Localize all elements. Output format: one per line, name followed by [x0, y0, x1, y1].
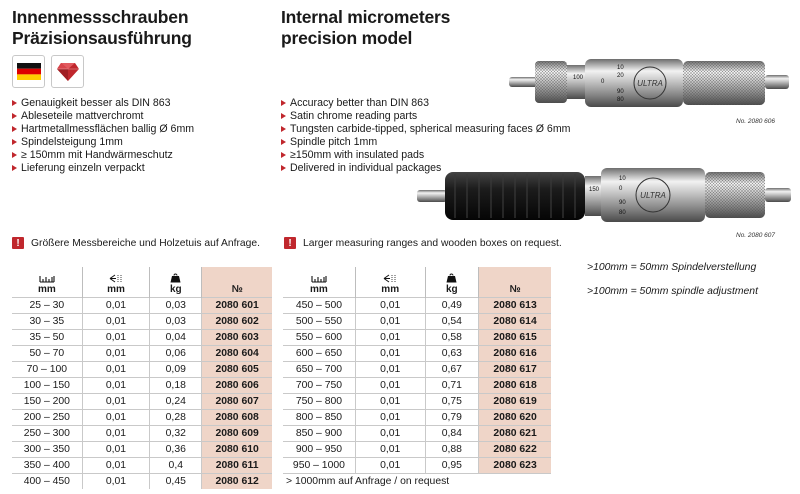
cell-number: 2080 609 — [202, 425, 272, 441]
ruler-icon — [39, 274, 55, 283]
cell-weight: 0,49 — [425, 297, 479, 313]
cell-range: 450 – 500 — [283, 297, 355, 313]
cell-weight: 0,28 — [150, 409, 202, 425]
cell-resolution: 0,01 — [355, 409, 425, 425]
cell-number: 2080 623 — [479, 457, 551, 473]
cell-range: 35 – 50 — [12, 329, 82, 345]
cell-weight: 0,18 — [150, 377, 202, 393]
cell-number: 2080 601 — [202, 297, 272, 313]
table-row — [283, 297, 551, 313]
cell-number: 2080 617 — [479, 361, 551, 377]
dial-number: 80 — [619, 210, 626, 216]
table-row — [12, 393, 272, 409]
warning-icon: ! — [284, 237, 296, 249]
table-row — [283, 409, 551, 425]
cell-resolution: 0,01 — [355, 361, 425, 377]
column-header-number: № — [479, 267, 551, 297]
table-row — [12, 345, 272, 361]
resolution-icon — [383, 274, 397, 283]
cell-range: 300 – 350 — [12, 441, 82, 457]
table-row — [12, 409, 272, 425]
cell-range: 650 – 700 — [283, 361, 355, 377]
cell-number: 2080 605 — [202, 361, 272, 377]
cell-resolution: 0,01 — [82, 313, 150, 329]
cell-number: 2080 613 — [479, 297, 551, 313]
spec-table-2-body — [283, 297, 551, 489]
cell-weight: 0,79 — [425, 409, 479, 425]
cell-range: 200 – 250 — [12, 409, 82, 425]
cell-weight: 0,03 — [150, 297, 202, 313]
cell-resolution: 0,01 — [82, 329, 150, 345]
cell-weight: 0,75 — [425, 393, 479, 409]
cell-number: 2080 606 — [202, 377, 272, 393]
spec-table-2 — [283, 267, 551, 489]
table-row — [12, 329, 272, 345]
cell-range: 350 – 400 — [12, 457, 82, 473]
cell-range: 25 – 30 — [12, 297, 82, 313]
cell-weight: 0,24 — [150, 393, 202, 409]
cell-range: 550 – 600 — [283, 329, 355, 345]
cell-number: 2080 618 — [479, 377, 551, 393]
cell-range: 250 – 300 — [12, 425, 82, 441]
cell-range: 750 – 800 — [283, 393, 355, 409]
cell-weight: 0,04 — [150, 329, 202, 345]
cell-weight: 0,09 — [150, 361, 202, 377]
table-row — [283, 377, 551, 393]
germany-flag-icon — [12, 55, 45, 88]
list-item: Satin chrome reading parts — [281, 110, 570, 123]
cell-resolution: 0,01 — [355, 329, 425, 345]
list-item: Spindelsteigung 1mm — [12, 136, 194, 149]
cell-number: 2080 620 — [479, 409, 551, 425]
cell-resolution: 0,01 — [355, 441, 425, 457]
column-header-weight — [150, 267, 202, 297]
cell-range: 600 – 650 — [283, 345, 355, 361]
cell-weight: 0,4 — [150, 457, 202, 473]
range-unit: mm — [310, 283, 328, 295]
warning-icon: ! — [12, 237, 24, 249]
dial-number: 150 — [589, 187, 600, 193]
table-row — [283, 393, 551, 409]
title-german — [12, 7, 192, 49]
cell-number: 2080 611 — [202, 457, 272, 473]
weight-unit: kg — [445, 283, 458, 295]
cell-resolution: 0,01 — [82, 393, 150, 409]
cell-resolution: 0,01 — [82, 361, 150, 377]
table-row — [12, 457, 272, 473]
notice-english — [284, 237, 562, 249]
cell-resolution: 0,01 — [82, 297, 150, 313]
cell-weight: 0,88 — [425, 441, 479, 457]
title-english — [281, 7, 450, 49]
table-row — [283, 457, 551, 473]
cell-range: 700 – 750 — [283, 377, 355, 393]
cell-weight: 0,95 — [425, 457, 479, 473]
cell-resolution: 0,01 — [355, 377, 425, 393]
column-header-range — [283, 267, 355, 297]
cell-range: 70 – 100 — [12, 361, 82, 377]
cell-resolution: 0,01 — [355, 393, 425, 409]
micrometer-image-2 — [415, 164, 795, 228]
weight-icon — [446, 273, 457, 283]
spec-table-1-body — [12, 297, 272, 489]
product-number-label-1: No. 2080 606 — [736, 118, 776, 125]
cell-number: 2080 612 — [202, 473, 272, 489]
list-item: Accuracy better than DIN 863 — [281, 97, 570, 110]
cell-resolution: 0,01 — [355, 457, 425, 473]
title-english-line1: Internal micrometers — [281, 7, 451, 27]
cell-number: 2080 621 — [479, 425, 551, 441]
cell-number: 2080 615 — [479, 329, 551, 345]
cell-resolution: 0,01 — [82, 409, 150, 425]
cell-number: 2080 603 — [202, 329, 272, 345]
cell-number: 2080 610 — [202, 441, 272, 457]
resolution-unit: mm — [107, 283, 125, 295]
table-row — [12, 297, 272, 313]
cell-weight: 0,63 — [425, 345, 479, 361]
cell-resolution: 0,01 — [82, 473, 150, 489]
dial-number: 20 — [617, 73, 624, 79]
cell-weight: 0,67 — [425, 361, 479, 377]
column-header-weight — [425, 267, 479, 297]
cell-weight: 0,45 — [150, 473, 202, 489]
cell-range: 50 – 70 — [12, 345, 82, 361]
cell-number: 2080 607 — [202, 393, 272, 409]
cell-weight: 0,36 — [150, 441, 202, 457]
dial-number: 10 — [619, 176, 626, 182]
dial-number: 90 — [619, 200, 626, 206]
feature-list-german — [12, 97, 194, 174]
resolution-unit: mm — [381, 283, 400, 295]
brand-logo-text: ULTRA — [637, 79, 663, 88]
cell-range: 30 – 35 — [12, 313, 82, 329]
table-row — [12, 473, 272, 489]
list-item: Delivered in individual packages — [281, 162, 570, 175]
spec-table-1 — [12, 267, 272, 489]
list-item: ≥ 150mm mit Handwärmeschutz — [12, 149, 194, 162]
cell-range: 800 – 850 — [283, 409, 355, 425]
range-unit: mm — [37, 283, 56, 295]
dial-number: 80 — [617, 97, 624, 103]
cell-range: 400 – 450 — [12, 473, 82, 489]
list-item: Lieferung einzeln verpackt — [12, 162, 194, 175]
dial-number: 10 — [617, 65, 624, 71]
cell-weight: 0,54 — [425, 313, 479, 329]
column-header-range — [12, 267, 82, 297]
cell-range: 150 – 200 — [12, 393, 82, 409]
weight-unit: kg — [169, 283, 182, 295]
dial-number: 90 — [617, 89, 624, 95]
notice-german-text: Größere Messbereiche und Holzetuis auf Anfrage. — [31, 237, 260, 249]
resolution-icon — [109, 274, 123, 283]
list-item: Genauigkeit besser als DIN 863 — [12, 97, 194, 110]
product-number-label-2: No. 2080 607 — [736, 232, 776, 239]
cell-number: 2080 608 — [202, 409, 272, 425]
table-row — [283, 361, 551, 377]
list-item: Spindle pitch 1mm — [281, 136, 570, 149]
cell-weight: 0,71 — [425, 377, 479, 393]
cell-weight: 0,32 — [150, 425, 202, 441]
ruler-icon — [311, 274, 327, 283]
cell-number: 2080 622 — [479, 441, 551, 457]
list-item: Ableseteile mattverchromt — [12, 110, 194, 123]
cell-range: 850 – 900 — [283, 425, 355, 441]
table-row — [283, 329, 551, 345]
cell-resolution: 0,01 — [355, 297, 425, 313]
table-row — [12, 441, 272, 457]
table-row — [283, 345, 551, 361]
list-item: ≥150mm with insulated pads — [281, 149, 570, 162]
weight-icon — [170, 273, 181, 283]
cell-number: 2080 616 — [479, 345, 551, 361]
cell-resolution: 0,01 — [82, 425, 150, 441]
title-german-line2: Präzisionsausführung — [12, 28, 192, 48]
list-item: Tungsten carbide-tipped, spherical measuring faces Ø 6mm — [281, 123, 570, 136]
cell-weight: 0,84 — [425, 425, 479, 441]
cell-weight: 0,58 — [425, 329, 479, 345]
cell-resolution: 0,01 — [355, 345, 425, 361]
notice-english-text: Larger measuring ranges and wooden boxes on request. — [303, 237, 562, 249]
notice-german — [12, 237, 260, 249]
table-row — [283, 425, 551, 441]
brand-logo-text: ULTRA — [640, 191, 666, 200]
table-row — [12, 377, 272, 393]
cell-number: 2080 602 — [202, 313, 272, 329]
cell-range: 100 – 150 — [12, 377, 82, 393]
cell-range: 950 – 1000 — [283, 457, 355, 473]
cell-range: 900 – 950 — [283, 441, 355, 457]
column-header-resolution — [82, 267, 150, 297]
dial-number: 100 — [573, 75, 584, 81]
cell-number: 2080 619 — [479, 393, 551, 409]
feature-icons — [12, 55, 84, 88]
cell-resolution: 0,01 — [82, 441, 150, 457]
title-german-line1: Innenmessschrauben — [12, 7, 189, 27]
side-note-german: >100mm = 50mm Spindelverstellung — [587, 262, 757, 273]
cell-resolution: 0,01 — [355, 313, 425, 329]
table-row — [283, 441, 551, 457]
dial-number: 0 — [601, 79, 605, 85]
table-row — [12, 361, 272, 377]
column-header-resolution — [355, 267, 425, 297]
cell-weight: 0,06 — [150, 345, 202, 361]
list-item: Hartmetallmessflächen ballig Ø 6mm — [12, 123, 194, 136]
diamond-icon — [51, 55, 84, 88]
on-request-note: > 1000mm auf Anfrage / on request — [283, 473, 551, 489]
table-row — [283, 313, 551, 329]
column-header-number: № — [202, 267, 272, 297]
cell-resolution: 0,01 — [82, 457, 150, 473]
cell-range: 500 – 550 — [283, 313, 355, 329]
table-row — [12, 425, 272, 441]
micrometer-image-1 — [505, 55, 795, 117]
cell-number: 2080 604 — [202, 345, 272, 361]
dial-number: 0 — [619, 186, 623, 192]
table-footer-row — [283, 473, 551, 489]
title-english-line2: precision model — [281, 28, 413, 48]
cell-resolution: 0,01 — [82, 345, 150, 361]
cell-number: 2080 614 — [479, 313, 551, 329]
cell-resolution: 0,01 — [355, 425, 425, 441]
table-row — [12, 313, 272, 329]
cell-weight: 0,03 — [150, 313, 202, 329]
side-note-english: >100mm = 50mm spindle adjustment — [587, 286, 758, 297]
cell-resolution: 0,01 — [82, 377, 150, 393]
